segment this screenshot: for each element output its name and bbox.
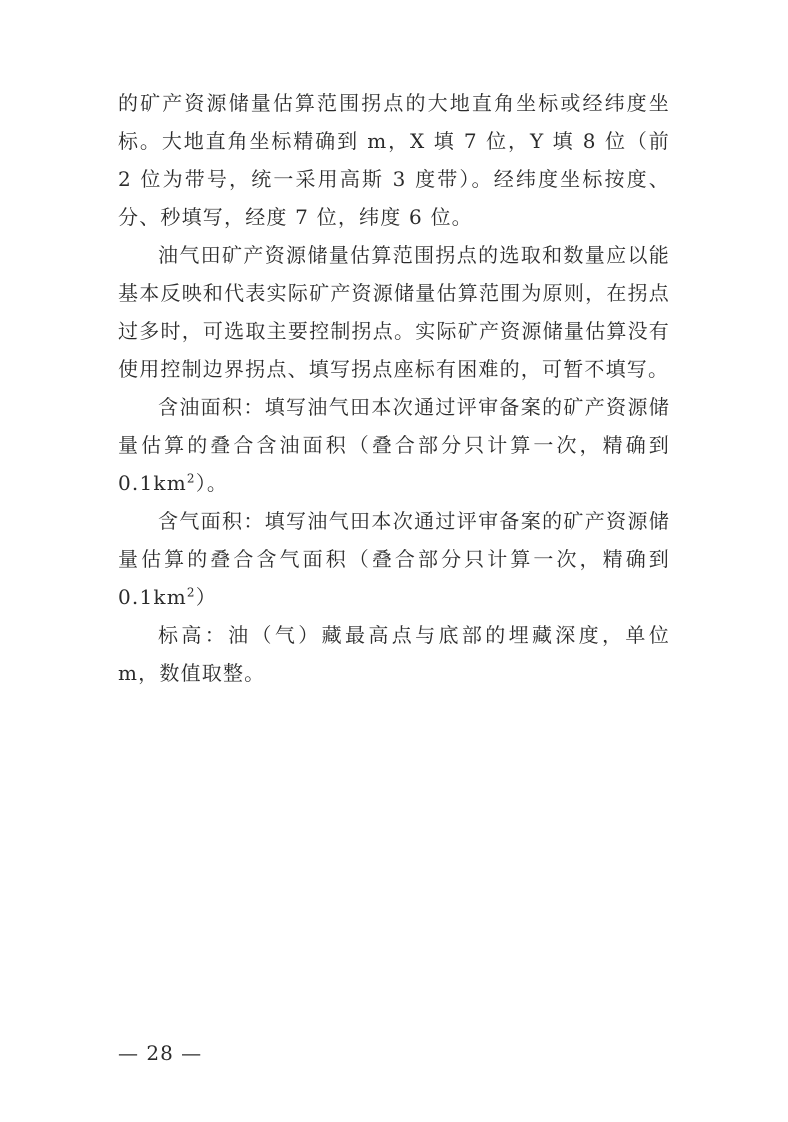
body-text: [118, 84, 670, 692]
paragraph-oil-area: [118, 388, 670, 502]
oil-area-text: 含油面积：填写油气田本次通过评审备案的矿产资源储量估算的叠合含油面积（叠合部分只计算一次，精确到 0.1km: [118, 395, 670, 495]
paragraph-inflection-points: 油气田矿产资源储量估算范围拐点的选取和数量应以能基本反映和代表实际矿产资源储量估算范围为原则，在拐点过多时，可选取主要控制拐点。实际矿产资源储量估算没有使用控制边界拐点、填写拐点座标有困难的，可暂不填写。: [118, 243, 670, 381]
page-number: — 28 —: [118, 1041, 203, 1065]
paragraph-gas-area: [118, 502, 670, 616]
gas-area-tail: ）: [195, 585, 217, 609]
oil-area-tail: ）。: [195, 471, 229, 495]
paragraph-coordinates: 的矿产资源储量估算范围拐点的大地直角坐标或经纬度坐标。大地直角坐标精确到 m，X 填 7 位，Y 填 8 位（前 2 位为带号，统一采用高斯 3 度带）。经纬度坐标按度、分、秒填写，经度 7 位，纬度 6 位。: [118, 91, 670, 229]
paragraph-elevation: 标高：油（气）藏最高点与底部的埋藏深度，单位 m，数值取整。: [118, 623, 670, 685]
oil-area-superscript: 2: [186, 471, 196, 486]
gas-area-superscript: 2: [186, 585, 196, 600]
gas-area-text: 含气面积：填写油气田本次通过评审备案的矿产资源储量估算的叠合含气面积（叠合部分只计算一次，精确到 0.1km: [118, 509, 670, 609]
